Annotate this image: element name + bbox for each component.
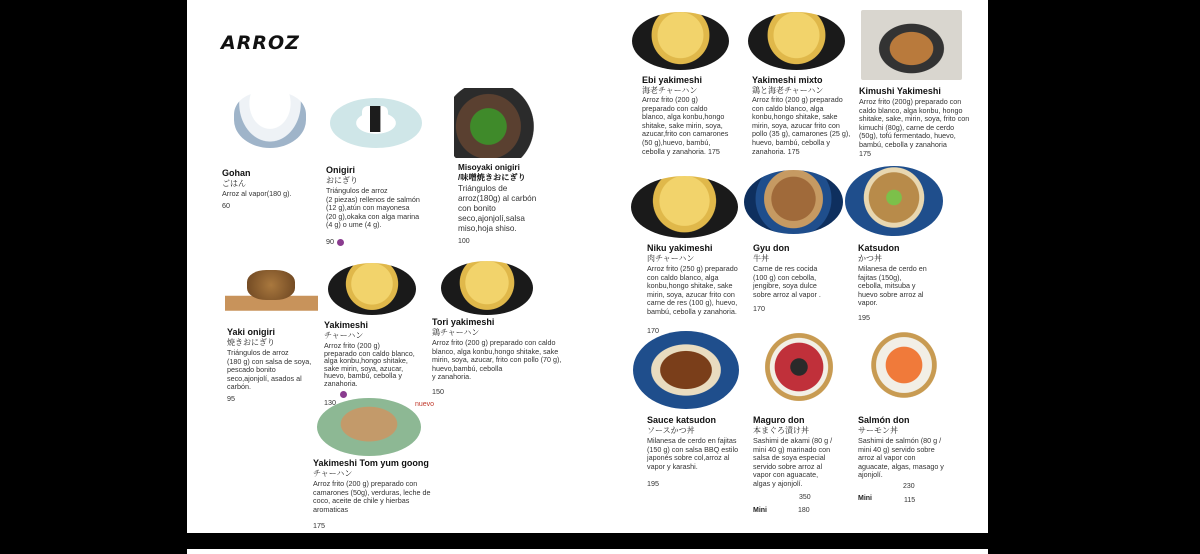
item-description: Arroz frito (200 g) preparado con caldo blanco, alga konbu,hongo shitake, sake mirin, soya, azucar,frito con camarones (50 g),huevo, bambú, cebolla y zanahoria. (642, 95, 729, 156)
tori-yakimeshi-photo (441, 261, 533, 315)
item-jp-name: チャーハン (313, 469, 353, 478)
niku-yakimeshi-photo (631, 176, 738, 238)
item-jp-name: 肉チャーハン (647, 254, 695, 263)
grilled-onigiri (247, 270, 295, 300)
item-name: Yakimeshi mixto (752, 75, 823, 85)
new-tag: nuevo (415, 401, 435, 408)
item-price: 90 (326, 238, 426, 247)
item-katsudon (858, 243, 958, 323)
item-salmon-don (858, 415, 968, 480)
item-price: 150 (432, 386, 444, 396)
item-description: Triángulos de arroz (180 g) con salsa de soya, pescado bonito seco,ajonjolí, asados al carbón. (227, 348, 312, 392)
item-description: Sashimi de akami (80 g / mini 40 g) marinado con salsa de soya especial servido sobre arroz al vapor con aguacate, algas y ajonjolí. (753, 436, 833, 488)
item-mixto (752, 75, 857, 156)
item-jp-name: ソースかつ丼 (647, 426, 695, 435)
item-tori-yakimeshi (432, 317, 562, 397)
item-description: Arroz frito (200 g) preparado con caldo blanco, alga konbu,hongo shitake, sake mirin, soya, azucar frito con pollo (35 g), camarones (25 g), huevo, bambú, cebolla y zanahoria. (752, 95, 851, 156)
item-name: Niku yakimeshi (647, 243, 713, 253)
item-misoyaki (458, 163, 558, 247)
item-jp-name: 本まぐろ漬け丼 (753, 426, 809, 435)
item-onigiri (326, 165, 426, 247)
item-name: Gyu don (753, 243, 790, 253)
item-price: 170 (753, 304, 765, 314)
item-price: 175 (787, 146, 800, 156)
ebi-yakimeshi-photo (632, 12, 729, 70)
item-price: 60 (222, 200, 230, 210)
item-jp-name: 海老チャーハン (642, 86, 698, 95)
item-description: Arroz frito (200 g) preparado con caldo blanco, alga konbu,hongo shitake, sake mirin, soya, azucar, frito con pollo (70 g), huevo,bambú, cebolla y zanahoria. (432, 338, 562, 382)
vegetarian-dot-icon (340, 391, 347, 398)
kimushi-photo (861, 10, 962, 80)
nori-triangle (362, 106, 388, 132)
item-description: Sashimi de salmón (80 g / mini 40 g) servido sobre arroz al vapor con aguacate, algas, masago y ajonjolí. (858, 436, 944, 480)
item-name: Yaki onigiri (227, 327, 276, 337)
menu-page (187, 0, 988, 533)
maguro-don-photo (756, 325, 842, 409)
item-name: Sauce katsudon (647, 415, 717, 425)
item-price: 130 (324, 391, 424, 408)
item-yaki-onigiri (227, 327, 322, 404)
item-description: Milanesa de cerdo en fajitas (150g), cebolla, mitsuba y huevo sobre arroz al vapor. (858, 264, 927, 308)
item-ebi-yakimeshi (642, 75, 742, 156)
item-name: Kimushi Yakimeshi (859, 86, 941, 96)
item-name: Ebi yakimeshi (642, 75, 703, 85)
item-name: Katsudon (858, 243, 900, 253)
item-yakimeshi (324, 320, 424, 408)
vegetarian-dot-icon (337, 239, 344, 246)
item-description: Triángulos de arroz(180g) al carbón con bonito seco,ajonjolí,salsa miso,hoja shiso. (458, 184, 537, 233)
item-gyu-don (753, 243, 853, 314)
item-niku-yakimeshi (647, 243, 747, 335)
item-jp-name: チャーハン (324, 331, 364, 340)
section-title: ARROZ (221, 32, 300, 54)
gyu-don-photo (744, 170, 843, 234)
item-jp-name: かつ丼 (858, 254, 882, 263)
item-name: Yakimeshi (324, 320, 369, 330)
salmon-mini-price: 115 (904, 497, 916, 504)
item-maguro-don (753, 415, 858, 489)
item-description: Arroz al vapor(180 g). (222, 189, 292, 198)
item-jp-name: サーモン丼 (858, 426, 898, 435)
item-price: 195 (858, 312, 870, 322)
item-jp-name: おにぎり (326, 176, 358, 185)
item-price: 100 (458, 238, 470, 245)
salmon-don-photo (861, 323, 947, 407)
item-price: 175 (707, 146, 720, 156)
item-price: 175 (313, 521, 325, 531)
item-gohan (222, 168, 312, 210)
item-description: Triángulos de arroz (2 piezas) rellenos de salmón (12 g),atún con mayonesa (20 g),okaka con alga marina (4 g) o ume (4 g). (326, 186, 420, 230)
item-name: Onigiri (326, 165, 355, 175)
salmon-price: 230 (903, 483, 915, 490)
item-description: Arroz frito (200 g) preparado con caldo blanco, alga konbu,hongo shitake, sake mirin, soya, azucar, huevo, bambú, cebolla y zanahoria. (324, 341, 415, 388)
maguro-mini-label: Mini (753, 507, 767, 514)
item-name: Tori yakimeshi (432, 317, 495, 327)
tom-yum-photo (317, 398, 421, 456)
item-price: 195 (647, 479, 659, 489)
gohan-photo (234, 92, 306, 148)
item-sauce-katsudon (647, 415, 752, 489)
item-jp-name: 焼きおにぎり (227, 338, 275, 347)
item-name: Maguro don (753, 415, 805, 425)
maguro-price: 350 (799, 494, 811, 501)
misoyaki-photo (454, 88, 540, 158)
item-name: Yakimeshi Tom yum goong (313, 458, 429, 468)
item-description: Arroz frito (200g) preparado con caldo blanco, alga konbu, hongo shitake, sake, mirin, soya, frito con kimuchi (80g), carne de cerdo (50g), tofú fermentado, huevo, bambú, cebolla y zanahoria (859, 97, 970, 149)
item-name: Misoyaki onigiri /味噌焼きおにぎり (458, 163, 526, 182)
item-description: Carne de res cocida (100 g) con cebolla, jengibre, soya dulce sobre arroz al vapor . (753, 264, 821, 299)
item-jp-name: 鶏チャーハン (432, 328, 480, 337)
item-kimushi (859, 86, 974, 158)
maguro-mini-price: 180 (798, 507, 810, 514)
item-price: 170 (647, 325, 659, 335)
sauce-katsudon-photo (633, 331, 739, 409)
item-description: Arroz frito (200 g) preparado con camarones (50g), verduras, leche de coco, aceite de chile y hierbas aromaticas (313, 479, 431, 514)
item-jp-name: 鶏と海老チャーハン (752, 86, 824, 95)
salmon-mini-label: Mini (858, 495, 872, 502)
item-jp-name: 牛丼 (753, 254, 769, 263)
yakimeshi-photo (328, 263, 416, 315)
item-price: 95 (227, 393, 235, 403)
next-page-edge (187, 549, 988, 554)
item-jp-name: ごはん (222, 179, 246, 188)
item-name: Salmón don (858, 415, 910, 425)
item-description: Arroz frito (250 g) preparado con caldo blanco, alga konbu,hongo shitake, sake mirin, soya, azucar frito con carne de res (100 g), huevo, bambú, cebolla y zanahoria. (647, 264, 738, 316)
item-description: Milanesa de cerdo en fajitas (150 g) con salsa BBQ estilo japonés sobre col,arroz al vapor y karashi. (647, 436, 739, 471)
katsudon-photo (845, 166, 943, 236)
mixto-photo (748, 12, 845, 70)
item-name: Gohan (222, 168, 251, 178)
item-price: 175 (859, 148, 871, 158)
item-tom-yum (313, 458, 453, 531)
